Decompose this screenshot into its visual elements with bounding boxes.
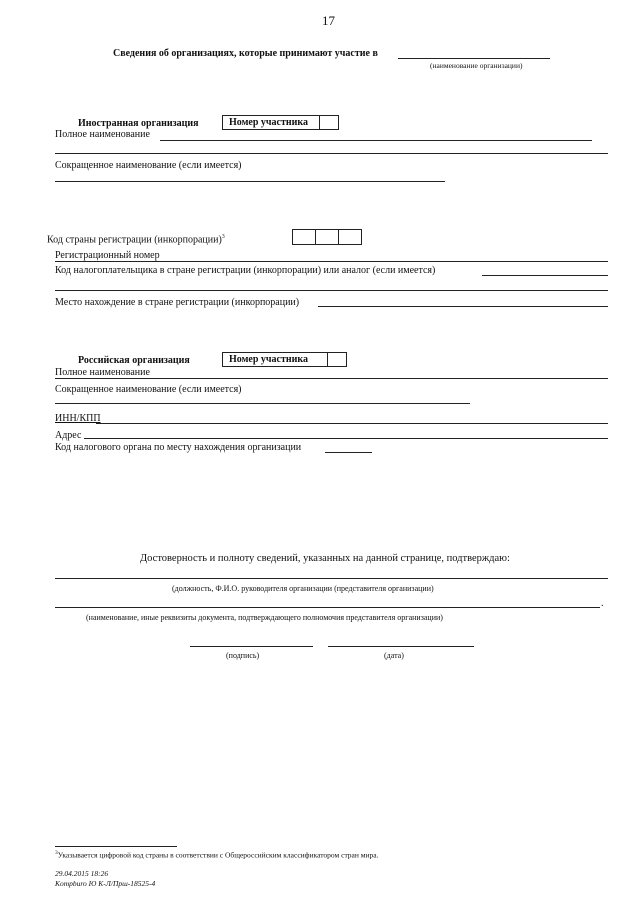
foreign-full-name-field[interactable] [160,140,592,141]
country-code-cell[interactable] [338,229,362,245]
foreign-short-name-label: Сокращенное наименование (если имеется) [55,160,242,171]
taxpayer-code-field-2[interactable] [55,290,608,291]
russian-full-name-field[interactable] [55,378,608,379]
reg-number-label: Регистрационный номер [55,250,160,261]
country-code-cell[interactable] [315,229,339,245]
document-field[interactable] [55,607,600,608]
foreign-participant-label: Номер участника [229,117,309,128]
position-field[interactable] [55,578,608,579]
address-field[interactable] [84,438,608,439]
org-name-caption: (наименование организации) [430,61,523,70]
foreign-full-name-label: Полное наименование [55,129,150,140]
country-code-label: Код страны регистрации (инкорпорации)$^3$ [47,234,225,246]
russian-participant-number-field[interactable] [327,352,347,367]
foreign-participant-number-field[interactable] [319,115,339,130]
russian-short-name-field[interactable] [55,403,470,404]
russian-short-name-label: Сокращенное наименование (если имеется) [55,384,242,395]
signature-caption: (подпись) [226,651,260,660]
foreign-full-name-field-2[interactable] [55,153,608,154]
russian-org-heading: Российская организация [78,355,190,366]
location-field[interactable] [318,306,608,307]
footer-reference: Kompburo Ю К-Л/Прш-18525-4 [55,879,156,888]
org-name-field[interactable] [398,58,550,59]
position-caption: (должность, Ф.И.О. руководителя организации (представителя организации) [172,584,434,593]
russian-full-name-label: Полное наименование [55,367,150,378]
document-title: Сведения об организациях, которые принимают участие в [113,48,378,59]
signature-field[interactable] [190,646,313,647]
document-caption: (наименование, иные реквизиты документа, подтверждающего полномочия представителя организации) [86,613,443,622]
tax-authority-field[interactable] [325,452,372,453]
date-field[interactable] [328,646,474,647]
taxpayer-code-field[interactable] [482,275,608,276]
document-field-dot: . [601,598,604,609]
reg-number-field[interactable] [55,261,608,262]
foreign-short-name-field[interactable] [55,181,445,182]
footer-timestamp: 29.04.2015 18:26 [55,869,109,878]
tax-authority-label: Код налогового органа по месту нахождения организации [55,442,302,453]
date-caption: (дата) [384,651,404,660]
address-label: Адрес [55,430,82,441]
foreign-org-heading: Иностранная организация [78,118,199,129]
footnote-separator [55,846,177,847]
page-number: 17 [322,13,335,28]
inn-kpp-field[interactable] [96,423,608,424]
location-label: Место нахождение в стране регистрации (инкорпорации) [55,297,300,308]
footnote-text: $^3$Указывается цифровой код страны в соответствии с Общероссийским классификатором стран мира. [55,850,379,860]
country-code-cell[interactable] [292,229,316,245]
inn-kpp-label: ИНН/КПП [55,413,101,424]
russian-participant-label: Номер участника [229,354,309,365]
taxpayer-code-label: Код налогоплательщика в стране регистрации (инкорпорации) или аналог (если имеется) [55,265,436,276]
confirmation-statement: Достоверность и полноту сведений, указанных на данной странице, подтверждаю: [140,553,510,564]
country-code-field[interactable] [292,229,362,245]
